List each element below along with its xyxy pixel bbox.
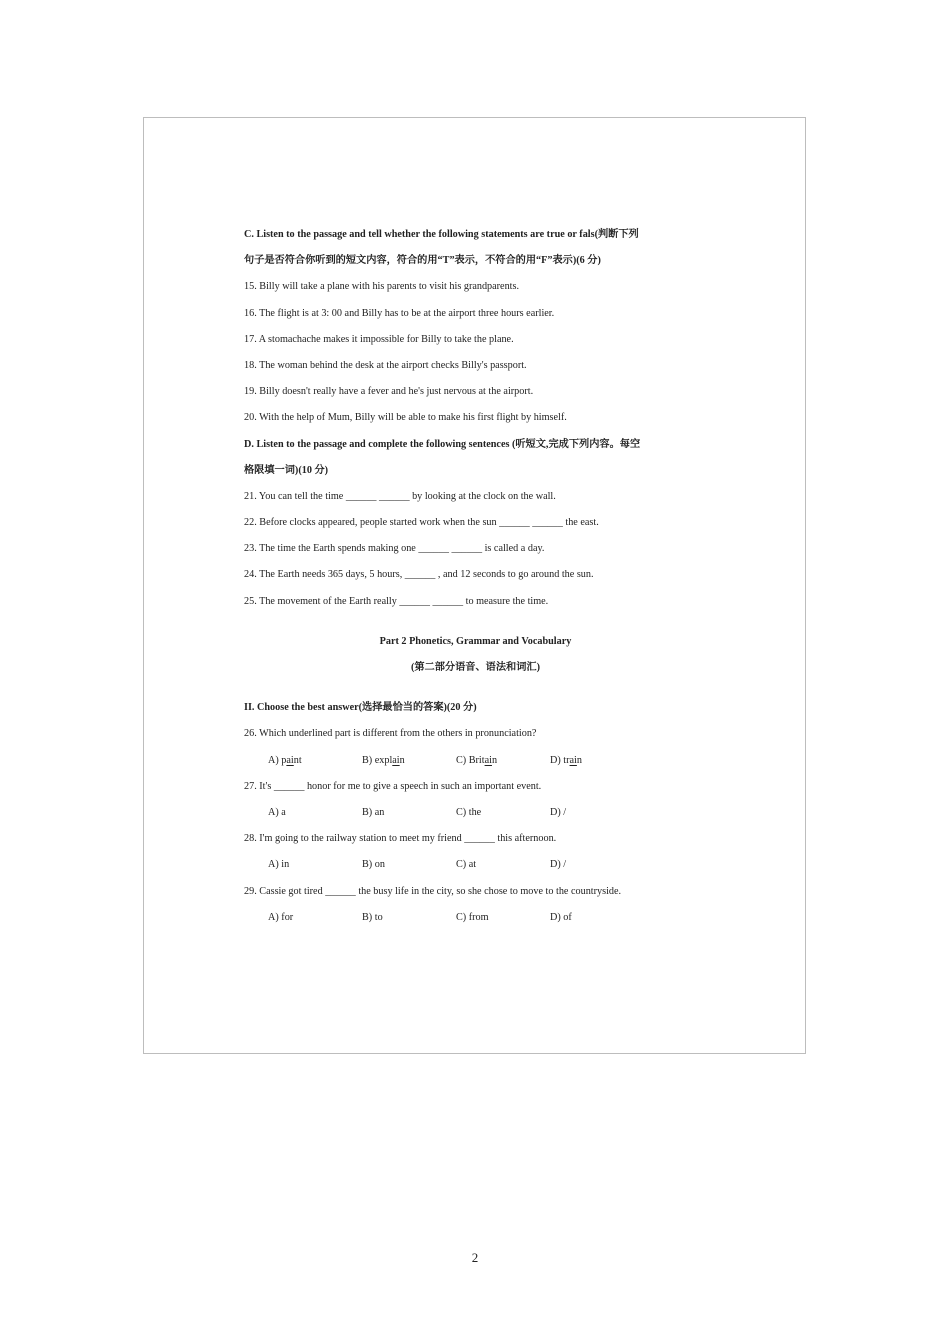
option-a: A) a [268,806,286,818]
question-22: 22. Before clocks appeared, people started work when the sun ______ ______ the east. [244,517,599,529]
question-16: 16. The flight is at 3: 00 and Billy has to be at the airport three hours earlier. [244,307,555,319]
option-b: B) on [362,859,385,871]
question-17: 17. A stomachache makes it impossible for Billy to take the plane. [244,333,514,345]
section-c-header-cont: 句子是否符合你听到的短文内容，符合的用“T”表示，不符合的用“F”表示)(6 分) [244,255,601,267]
option-a: A) paint [268,754,302,766]
question-26-options [244,748,714,774]
question-26: 26. Which underlined part is different from the others in pronunciation? [244,728,537,740]
section-c-header: C. Listen to the passage and tell whether the following statements are true or fals(判断下列 [244,229,639,240]
section-d-header: D. Listen to the passage and complete the following sentences (听短文,完成下列内容。每空 [244,438,641,450]
question-19: 19. Billy doesn't really have a fever and he's just nervous at the airport. [244,386,534,398]
question-28: 28. I'm going to the railway station to meet my friend ______ this afternoon. [244,833,557,845]
question-23: 23. The time the Earth spends making one ______ ______ is called a day. [244,543,545,555]
question-28-options [244,852,714,878]
page-number: 2 [471,1250,479,1265]
option-c: C) at [456,859,477,871]
option-c: C) Britain [456,754,498,766]
option-c: C) the [456,806,482,818]
page-content [244,222,714,931]
option-b: B) to [362,911,383,923]
option-a: A) for [268,911,294,923]
question-20: 20. With the help of Mum, Billy will be able to make his first flight by himself. [244,412,567,424]
scanned-page [143,117,806,1054]
option-d: D) of [550,911,572,923]
option-d: D) / [550,859,567,871]
section-d-header-cont: 格限填一词)(10 分) [244,464,329,476]
option-b: B) an [362,806,385,818]
option-d: D) train [550,754,582,766]
question-18: 18. The woman behind the desk at the airport checks Billy's passport. [244,359,527,371]
question-27: 27. It's ______ honor for me to give a speech in such an important event. [244,780,542,792]
question-25: 25. The movement of the Earth really ______ ______ to measure the time. [244,595,549,607]
question-27-options [244,800,714,826]
question-29: 29. Cassie got tired ______ the busy life in the city, so she chose to move to the countryside. [244,885,622,897]
part2-title: Part 2 Phonetics, Grammar and Vocabulary [379,635,572,647]
question-21: 21. You can tell the time ______ ______ by looking at the clock on the wall. [244,490,556,502]
option-c: C) from [456,911,489,923]
option-d: D) / [550,806,567,818]
option-a: A) in [268,859,290,871]
question-15: 15. Billy will take a plane with his parents to visit his grandparents. [244,281,520,293]
part2-subtitle: (第二部分语音、语法和词汇) [410,662,541,673]
section-ii-header: II. Choose the best answer(选择最恰当的答案)(20 分) [244,702,477,714]
question-24: 24. The Earth needs 365 days, 5 hours, ______ , and 12 seconds to go around the sun. [244,569,594,581]
option-b: B) explain [362,754,405,766]
question-29-options [244,905,714,931]
